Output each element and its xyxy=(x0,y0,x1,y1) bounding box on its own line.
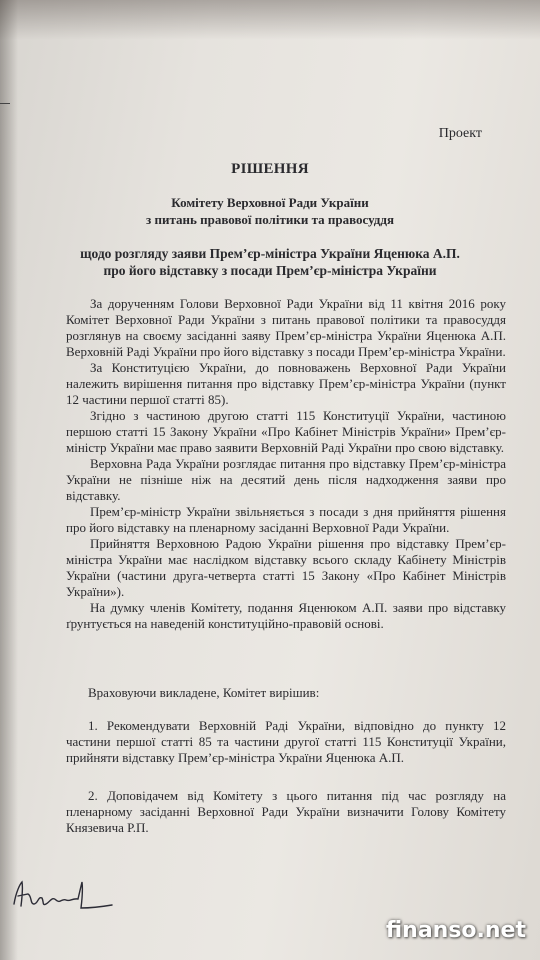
watermark: finanso.net xyxy=(385,918,526,943)
decision-intro-text: Враховуючи викладене, Комітет вирішив: xyxy=(88,685,320,700)
document-body xyxy=(66,296,506,632)
decision-item-text: 1. Рекомендувати Верховній Раді України, відповідно до пункту 12 частини першої статті 85 та частини другої статті 115 Конституції України, прийняти відставку Прем’єр-міністра України Яценюка А.П. xyxy=(66,718,506,765)
decision-item-1 xyxy=(66,718,506,766)
decision-item-text: 2. Доповідачем від Комітету з цього питання під час розгляду на пленарному засіданні Верховної Ради України визначити Голову Комітету Князевича Р.П. xyxy=(66,788,506,835)
photo-shadow-left xyxy=(0,0,18,960)
project-label: Проект xyxy=(438,126,482,141)
paragraph: Згідно з частиною другою статті 115 Конституції України, частиною першою статті 15 Закону України «Про Кабінет Міністрів України» Прем’єр-міністр України має право заявити Верховній Раді України про свою відставку. xyxy=(66,408,506,455)
committee-line-2: з питань правової політики та правосуддя xyxy=(146,212,394,227)
subject-line-1: щодо розгляду заяви Прем’єр-міністра України Яценюка А.П. xyxy=(80,246,460,261)
subject-line-2: про його відставку з посади Прем’єр-міністра України xyxy=(103,263,437,278)
document-title: РІШЕННЯ xyxy=(231,161,309,177)
paragraph: Прем’єр-міністр України звільняється з посади з дня прийняття рішення про його відставку на пленарному засіданні Верховної Ради України. xyxy=(66,504,506,535)
committee-line-1: Комітету Верховної Ради України xyxy=(171,195,369,210)
paragraph: Прийняття Верховною Радою України рішення про відставку Прем’єр-міністра України має наслідком відставку всього складу Кабінету Міністрів України (частини друга-четверта статті 15 Закону «Про Кабінет Міністрів України»). xyxy=(66,536,506,599)
margin-mark xyxy=(0,103,10,104)
committee-heading xyxy=(0,194,540,228)
decision-item-2 xyxy=(66,788,506,836)
decision-intro xyxy=(66,685,506,701)
photo-shadow-top xyxy=(0,0,540,40)
handwritten-signature xyxy=(8,874,118,914)
paragraph: За дорученням Голови Верховної Ради України від 11 квітня 2016 року Комітет Верховної Ради України з питань правової політики та правосуддя розглянув на своєму засіданні заяву Прем’єр-міністра України Яценюка А.П. Верховній Раді України про його відставку з посади Прем’єр-міністра України. xyxy=(66,296,506,359)
paragraph: На думку членів Комітету, подання Яценюком А.П. заяви про відставку ґрунтується на наведеній конституційно-правовій основі. xyxy=(66,600,506,631)
paragraph: Верховна Рада України розглядає питання про відставку Прем’єр-міністра України не пізніше ніж на десятий день після надходження заяви про відставку. xyxy=(66,456,506,503)
paragraph: За Конституцією України, до повноважень Верховної Ради України належить вирішення питання про відставку Прем’єр-міністра України (пункт 12 частини першої статті 85). xyxy=(66,360,506,407)
subject-heading xyxy=(0,245,540,279)
